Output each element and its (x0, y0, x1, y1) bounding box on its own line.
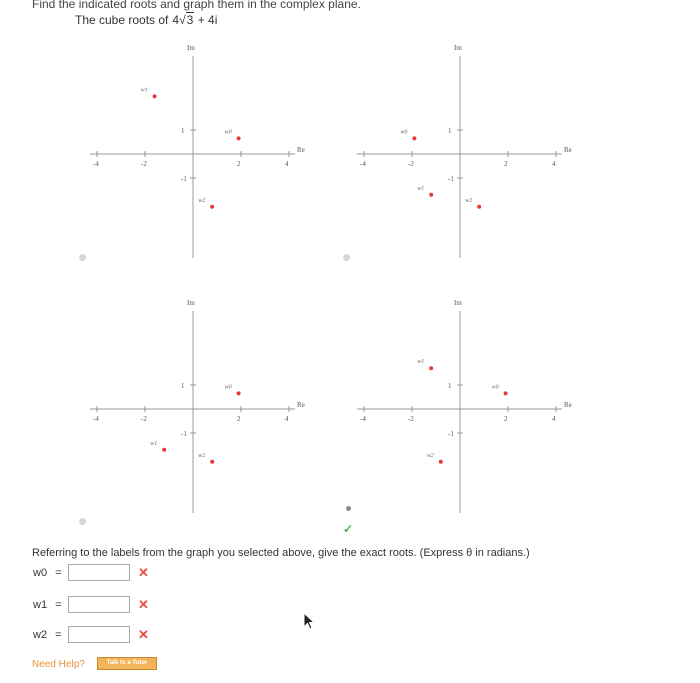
w1-input[interactable] (68, 596, 130, 613)
y-tick-label: 1 (181, 127, 185, 135)
root-point-w2 (477, 205, 481, 209)
root-point-label: w0 (400, 129, 408, 136)
complex-plane-graph (337, 297, 587, 527)
root-point-label: w0 (224, 384, 232, 391)
real-axis-label: Re (564, 401, 572, 409)
answer-prompt: Referring to the labels from the graph you selected above, give the exact roots. (Express θ in radians.) (32, 547, 530, 559)
root-point-label: w2 (198, 197, 206, 204)
radio-option-c[interactable] (79, 518, 86, 525)
x-tick-label: 4 (285, 160, 289, 168)
radio-option-a[interactable] (79, 254, 86, 261)
root-point-w1 (153, 94, 157, 98)
x-tick-label: 4 (552, 415, 556, 423)
x-tick-label: 4 (552, 160, 556, 168)
x-tick-label: 4 (285, 415, 289, 423)
y-tick-label: -1 (181, 175, 187, 183)
imaginary-axis-label: Im (187, 299, 195, 307)
complex-plane-graph (337, 42, 587, 272)
root-point-w1 (162, 448, 166, 452)
incorrect-x-icon: ✕ (138, 597, 149, 612)
root-point-w0 (237, 391, 241, 395)
correct-check-icon: ✓ (343, 522, 354, 536)
root-point-w0 (237, 136, 241, 140)
root-point-label: w0 (491, 384, 499, 391)
y-tick-label: -1 (448, 175, 454, 183)
radio-option-d[interactable] (346, 506, 351, 511)
need-help-label: Need Help? (32, 659, 85, 670)
y-tick-label: -1 (448, 430, 454, 438)
graph-option-c[interactable] (70, 297, 320, 527)
x-tick-label: 2 (504, 415, 508, 423)
y-tick-label: 1 (448, 127, 452, 135)
root-point-label: w1 (417, 359, 425, 366)
root-label: w0 = (33, 567, 62, 579)
instruction-text: Find the indicated roots and graph them in the complex plane. (32, 0, 361, 11)
x-tick-label: -2 (141, 160, 147, 168)
graph-option-a[interactable] (70, 42, 320, 272)
imaginary-axis-label: Im (454, 299, 462, 307)
y-tick-label: 1 (448, 382, 452, 390)
question-expression: 4√3 + 4i (172, 13, 218, 27)
x-tick-label: -2 (408, 415, 414, 423)
x-tick-label: 2 (237, 160, 241, 168)
root-point-label: w1 (150, 440, 158, 447)
root-label: w1 = (33, 599, 62, 611)
root-point-label: w2 (465, 197, 473, 204)
x-tick-label: 2 (504, 160, 508, 168)
x-tick-label: -4 (360, 415, 366, 423)
question-text (75, 13, 217, 27)
imaginary-axis-label: Im (187, 44, 195, 52)
root-point-w2 (210, 205, 214, 209)
y-tick-label: 1 (181, 382, 185, 390)
root-point-label: w0 (224, 129, 232, 136)
root-point-w2 (210, 460, 214, 464)
root-point-w1 (429, 193, 433, 197)
x-tick-label: -2 (408, 160, 414, 168)
incorrect-x-icon: ✕ (138, 627, 149, 642)
real-axis-label: Re (564, 146, 572, 154)
root-point-w0 (412, 136, 416, 140)
question-prefix: The cube roots of (75, 13, 169, 27)
root-point-label: w2 (426, 452, 434, 459)
w2-input[interactable] (68, 626, 130, 643)
real-axis-label: Re (297, 146, 305, 154)
complex-plane-graph (70, 42, 320, 272)
root-point-label: w2 (198, 452, 206, 459)
incorrect-x-icon: ✕ (138, 565, 149, 580)
talk-to-tutor-button[interactable]: Talk to a Tutor (97, 657, 157, 670)
w0-input[interactable] (68, 564, 130, 581)
graph-option-d[interactable] (337, 297, 587, 527)
x-tick-label: 2 (237, 415, 241, 423)
radio-option-b[interactable] (343, 254, 350, 261)
x-tick-label: -4 (93, 160, 99, 168)
y-tick-label: -1 (181, 430, 187, 438)
root-point-label: w1 (140, 87, 148, 94)
root-label: w2 = (33, 629, 62, 641)
root-point-w2 (439, 460, 443, 464)
mouse-cursor-icon (303, 612, 317, 630)
root-point-w1 (429, 366, 433, 370)
x-tick-label: -4 (360, 160, 366, 168)
graph-option-b[interactable] (337, 42, 587, 272)
x-tick-label: -4 (93, 415, 99, 423)
complex-plane-graph (70, 297, 320, 527)
x-tick-label: -2 (141, 415, 147, 423)
root-point-label: w1 (417, 185, 425, 192)
real-axis-label: Re (297, 401, 305, 409)
imaginary-axis-label: Im (454, 44, 462, 52)
root-point-w0 (504, 391, 508, 395)
